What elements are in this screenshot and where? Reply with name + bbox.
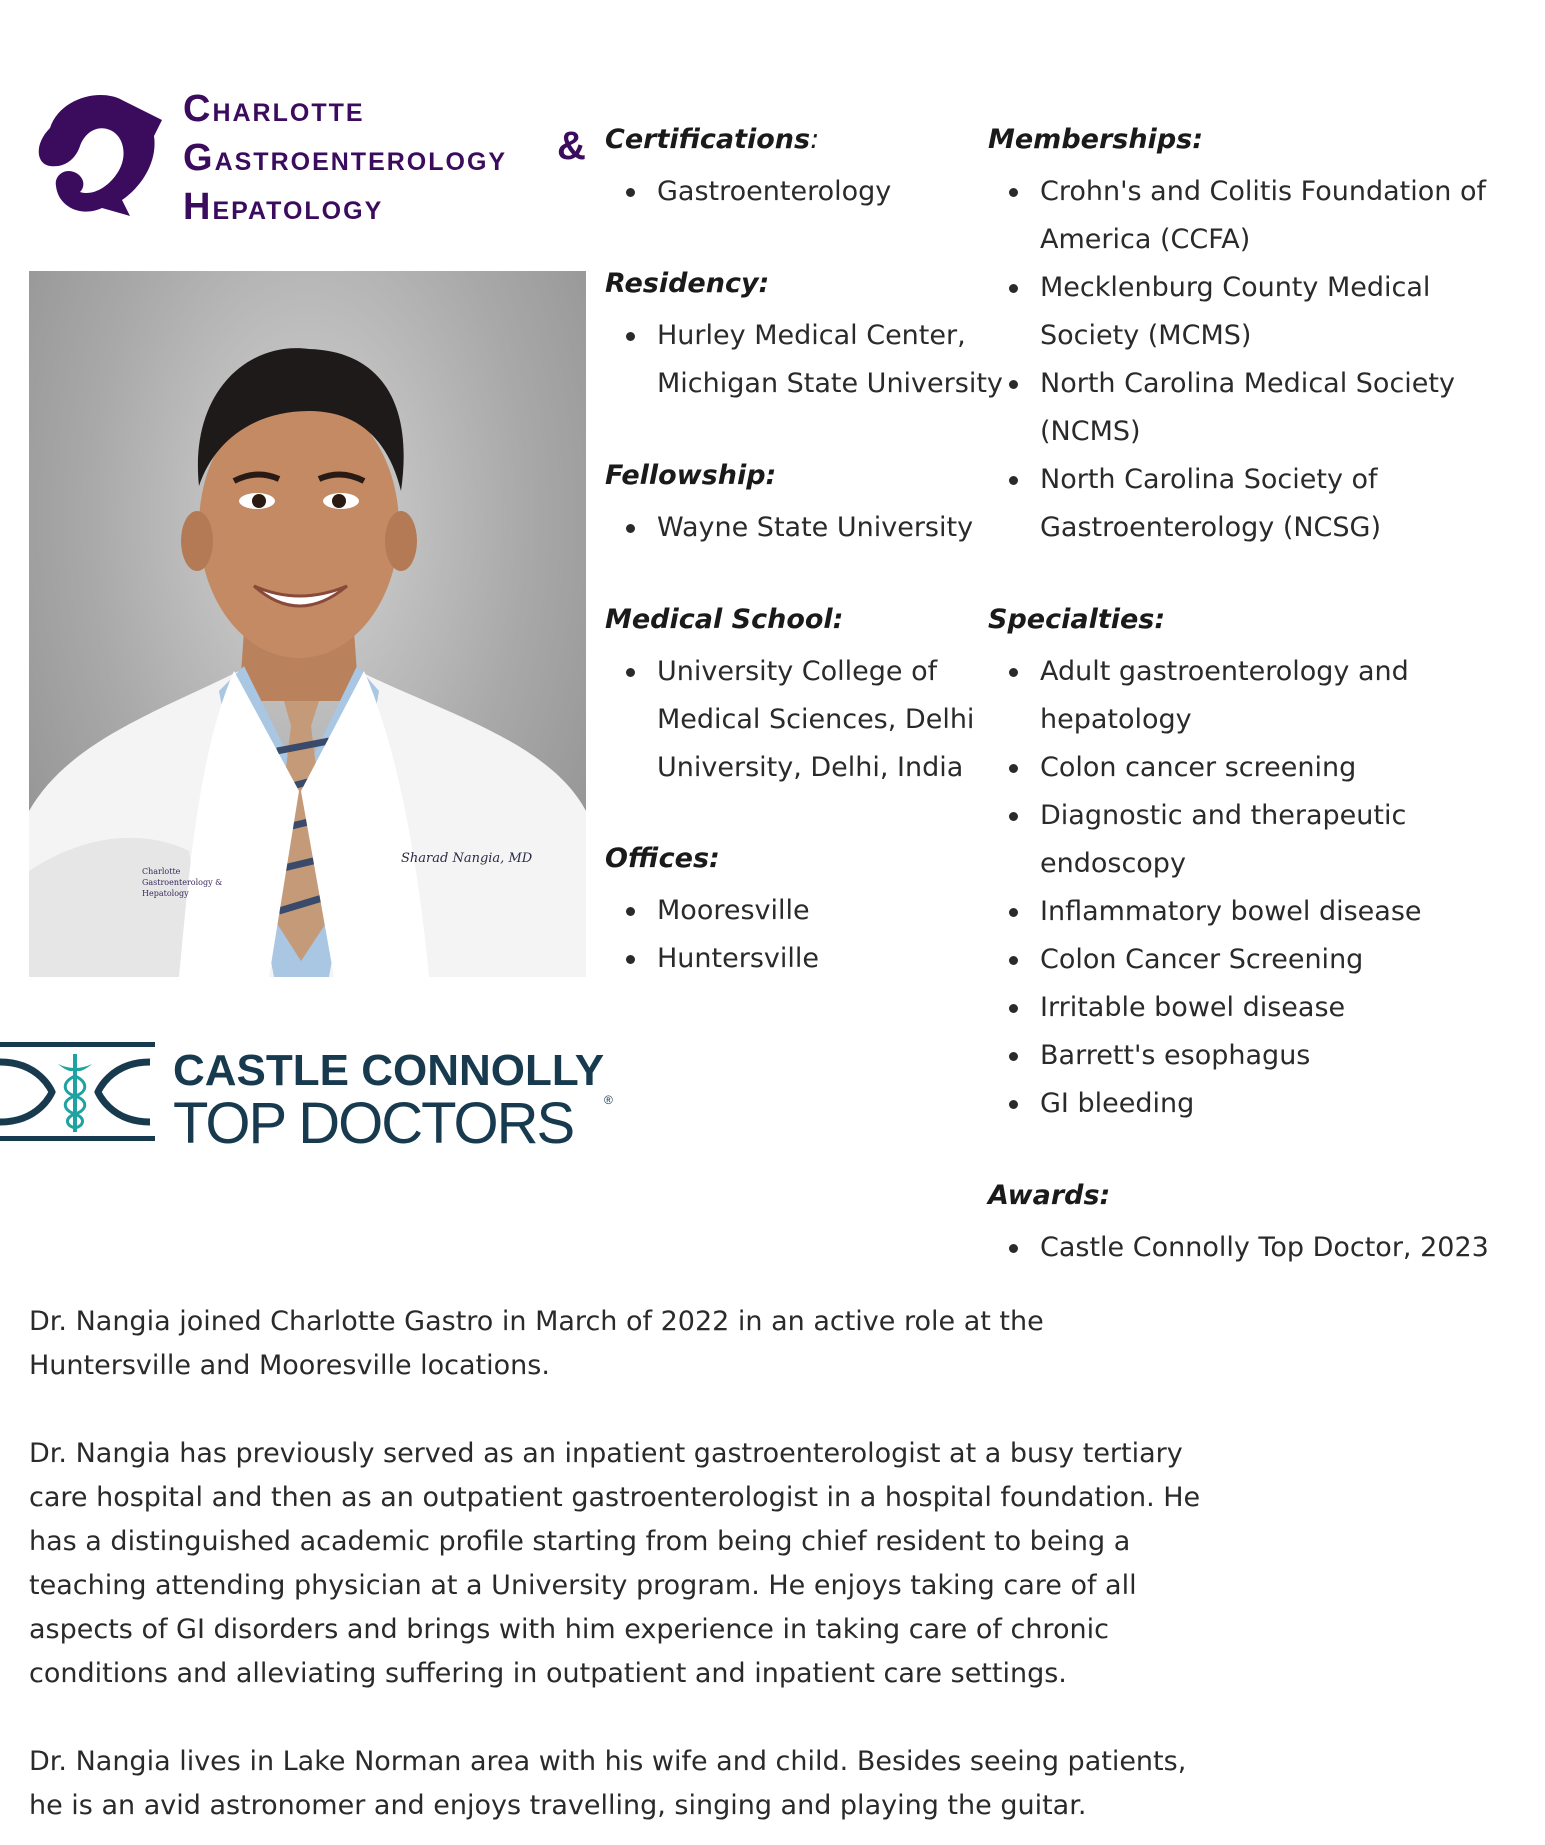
doctor-portrait-icon xyxy=(29,271,586,977)
list-item xyxy=(605,648,974,792)
logo-line-3: HEPATOLOGY xyxy=(183,186,384,228)
list-item: Inflammatory bowel disease xyxy=(988,888,1422,936)
bio-line: Huntersville and Mooresville locations. xyxy=(29,1350,550,1381)
list-item-line: Gastroenterology (NCSG) xyxy=(1040,512,1381,543)
list-item-line: North Carolina Society of xyxy=(1040,464,1378,495)
bio-line: has a distinguished academic profile starting from being chief resident to being a xyxy=(29,1526,1131,1557)
castle-connolly-title: CASTLE CONNOLLY xyxy=(173,1046,605,1095)
list-item-line: Michigan State University xyxy=(657,368,1003,399)
offices-list xyxy=(605,887,819,983)
registered-mark: ® xyxy=(604,1093,613,1107)
bio-line: conditions and alleviating suffering in outpatient and inpatient care settings. xyxy=(29,1658,1067,1689)
top-doctors-title: TOP DOCTORS xyxy=(173,1091,574,1156)
fellowship-list xyxy=(605,504,973,552)
list-item-line: Diagnostic and therapeutic xyxy=(1040,800,1407,831)
list-item xyxy=(988,456,1486,552)
list-item-line: Hurley Medical Center, xyxy=(657,320,966,351)
coat-logo-line: Hepatology xyxy=(142,889,189,898)
list-item-line: (NCMS) xyxy=(1040,416,1141,447)
bio-line: aspects of GI disorders and brings with him experience in taking care of chronic xyxy=(29,1614,1109,1645)
medical-school-list xyxy=(605,648,974,792)
practice-logo xyxy=(30,80,610,230)
list-item-line: Adult gastroenterology and xyxy=(1040,656,1409,687)
list-item-line: Mecklenburg County Medical xyxy=(1040,272,1431,303)
bio-line: teaching attending physician at a University program. He enjoys taking care of all xyxy=(29,1570,1137,1601)
certifications-heading xyxy=(605,124,819,155)
list-item xyxy=(988,792,1422,888)
caduceus-emblem-icon xyxy=(0,1042,160,1142)
list-item xyxy=(988,264,1486,360)
awards-heading: Awards: xyxy=(988,1180,1111,1211)
bio-paragraph-1 xyxy=(29,1300,1279,1388)
logo-line-2: GASTROENTEROLOGY xyxy=(183,137,508,179)
list-item: Colon Cancer Screening xyxy=(988,936,1422,984)
list-item-line: Crohn's and Colitis Foundation of xyxy=(1040,176,1486,207)
certifications-list xyxy=(605,168,891,216)
list-item xyxy=(605,312,1003,408)
memberships-list xyxy=(988,168,1486,552)
residency-list xyxy=(605,312,1003,408)
bio-line: Dr. Nangia lives in Lake Norman area with his wife and child. Besides seeing patients, xyxy=(29,1746,1187,1777)
coat-embroidery xyxy=(142,866,222,899)
coat-logo-line: Charlotte xyxy=(142,867,181,876)
castle-connolly-logo xyxy=(0,1040,630,1156)
list-item-line: University, Delhi, India xyxy=(657,752,964,783)
list-item: GI bleeding xyxy=(988,1080,1422,1128)
list-item-line: hepatology xyxy=(1040,704,1192,735)
certifications-colon: : xyxy=(810,124,820,155)
bio-paragraph-2 xyxy=(29,1432,1279,1696)
awards-list xyxy=(988,1224,1489,1272)
coat-signature: Sharad Nangia, MD xyxy=(401,851,533,866)
list-item-line: North Carolina Medical Society xyxy=(1040,368,1455,399)
list-item: Castle Connolly Top Doctor, 2023 xyxy=(988,1224,1489,1272)
coat-logo-line: Gastroenterology & xyxy=(142,878,223,887)
list-item-line: endoscopy xyxy=(1040,848,1186,879)
stomach-liver-logo-icon xyxy=(30,88,165,218)
bio-line: Dr. Nangia has previously served as an inpatient gastroenterologist at a busy tertiary xyxy=(29,1438,1183,1469)
specialties-list xyxy=(988,648,1422,1128)
list-item: Gastroenterology xyxy=(605,168,891,216)
list-item: Colon cancer screening xyxy=(988,744,1422,792)
logo-line-1: CHARLOTTE xyxy=(183,88,365,130)
memberships-heading: Memberships: xyxy=(988,124,1204,155)
certifications-title: Certifications xyxy=(605,124,811,155)
doctor-photo xyxy=(29,271,586,977)
list-item-line: America (CCFA) xyxy=(1040,224,1251,255)
medical-school-heading: Medical School: xyxy=(605,604,844,635)
logo-ampersand: & xyxy=(557,124,586,168)
bio-paragraph-3 xyxy=(29,1740,1279,1828)
specialties-heading: Specialties: xyxy=(988,604,1166,635)
list-item: Irritable bowel disease xyxy=(988,984,1422,1032)
fellowship-heading: Fellowship: xyxy=(605,460,777,491)
list-item xyxy=(988,648,1422,744)
list-item-line: Medical Sciences, Delhi xyxy=(657,704,975,735)
list-item xyxy=(988,168,1486,264)
list-item xyxy=(988,360,1486,456)
bio-line: care hospital and then as an outpatient gastroenterologist in a hospital foundation. He xyxy=(29,1482,1201,1513)
list-item: Wayne State University xyxy=(605,504,973,552)
residency-heading: Residency: xyxy=(605,268,770,299)
list-item: Mooresville xyxy=(605,887,819,935)
bio-line: Dr. Nangia joined Charlotte Gastro in March of 2022 in an active role at the xyxy=(29,1306,1044,1337)
list-item-line: University College of xyxy=(657,656,938,687)
list-item: Huntersville xyxy=(605,935,819,983)
offices-heading: Offices: xyxy=(605,843,720,874)
list-item: Barrett's esophagus xyxy=(988,1032,1422,1080)
bio-line: he is an avid astronomer and enjoys travelling, singing and playing the guitar. xyxy=(29,1790,1087,1821)
list-item-line: Society (MCMS) xyxy=(1040,320,1252,351)
